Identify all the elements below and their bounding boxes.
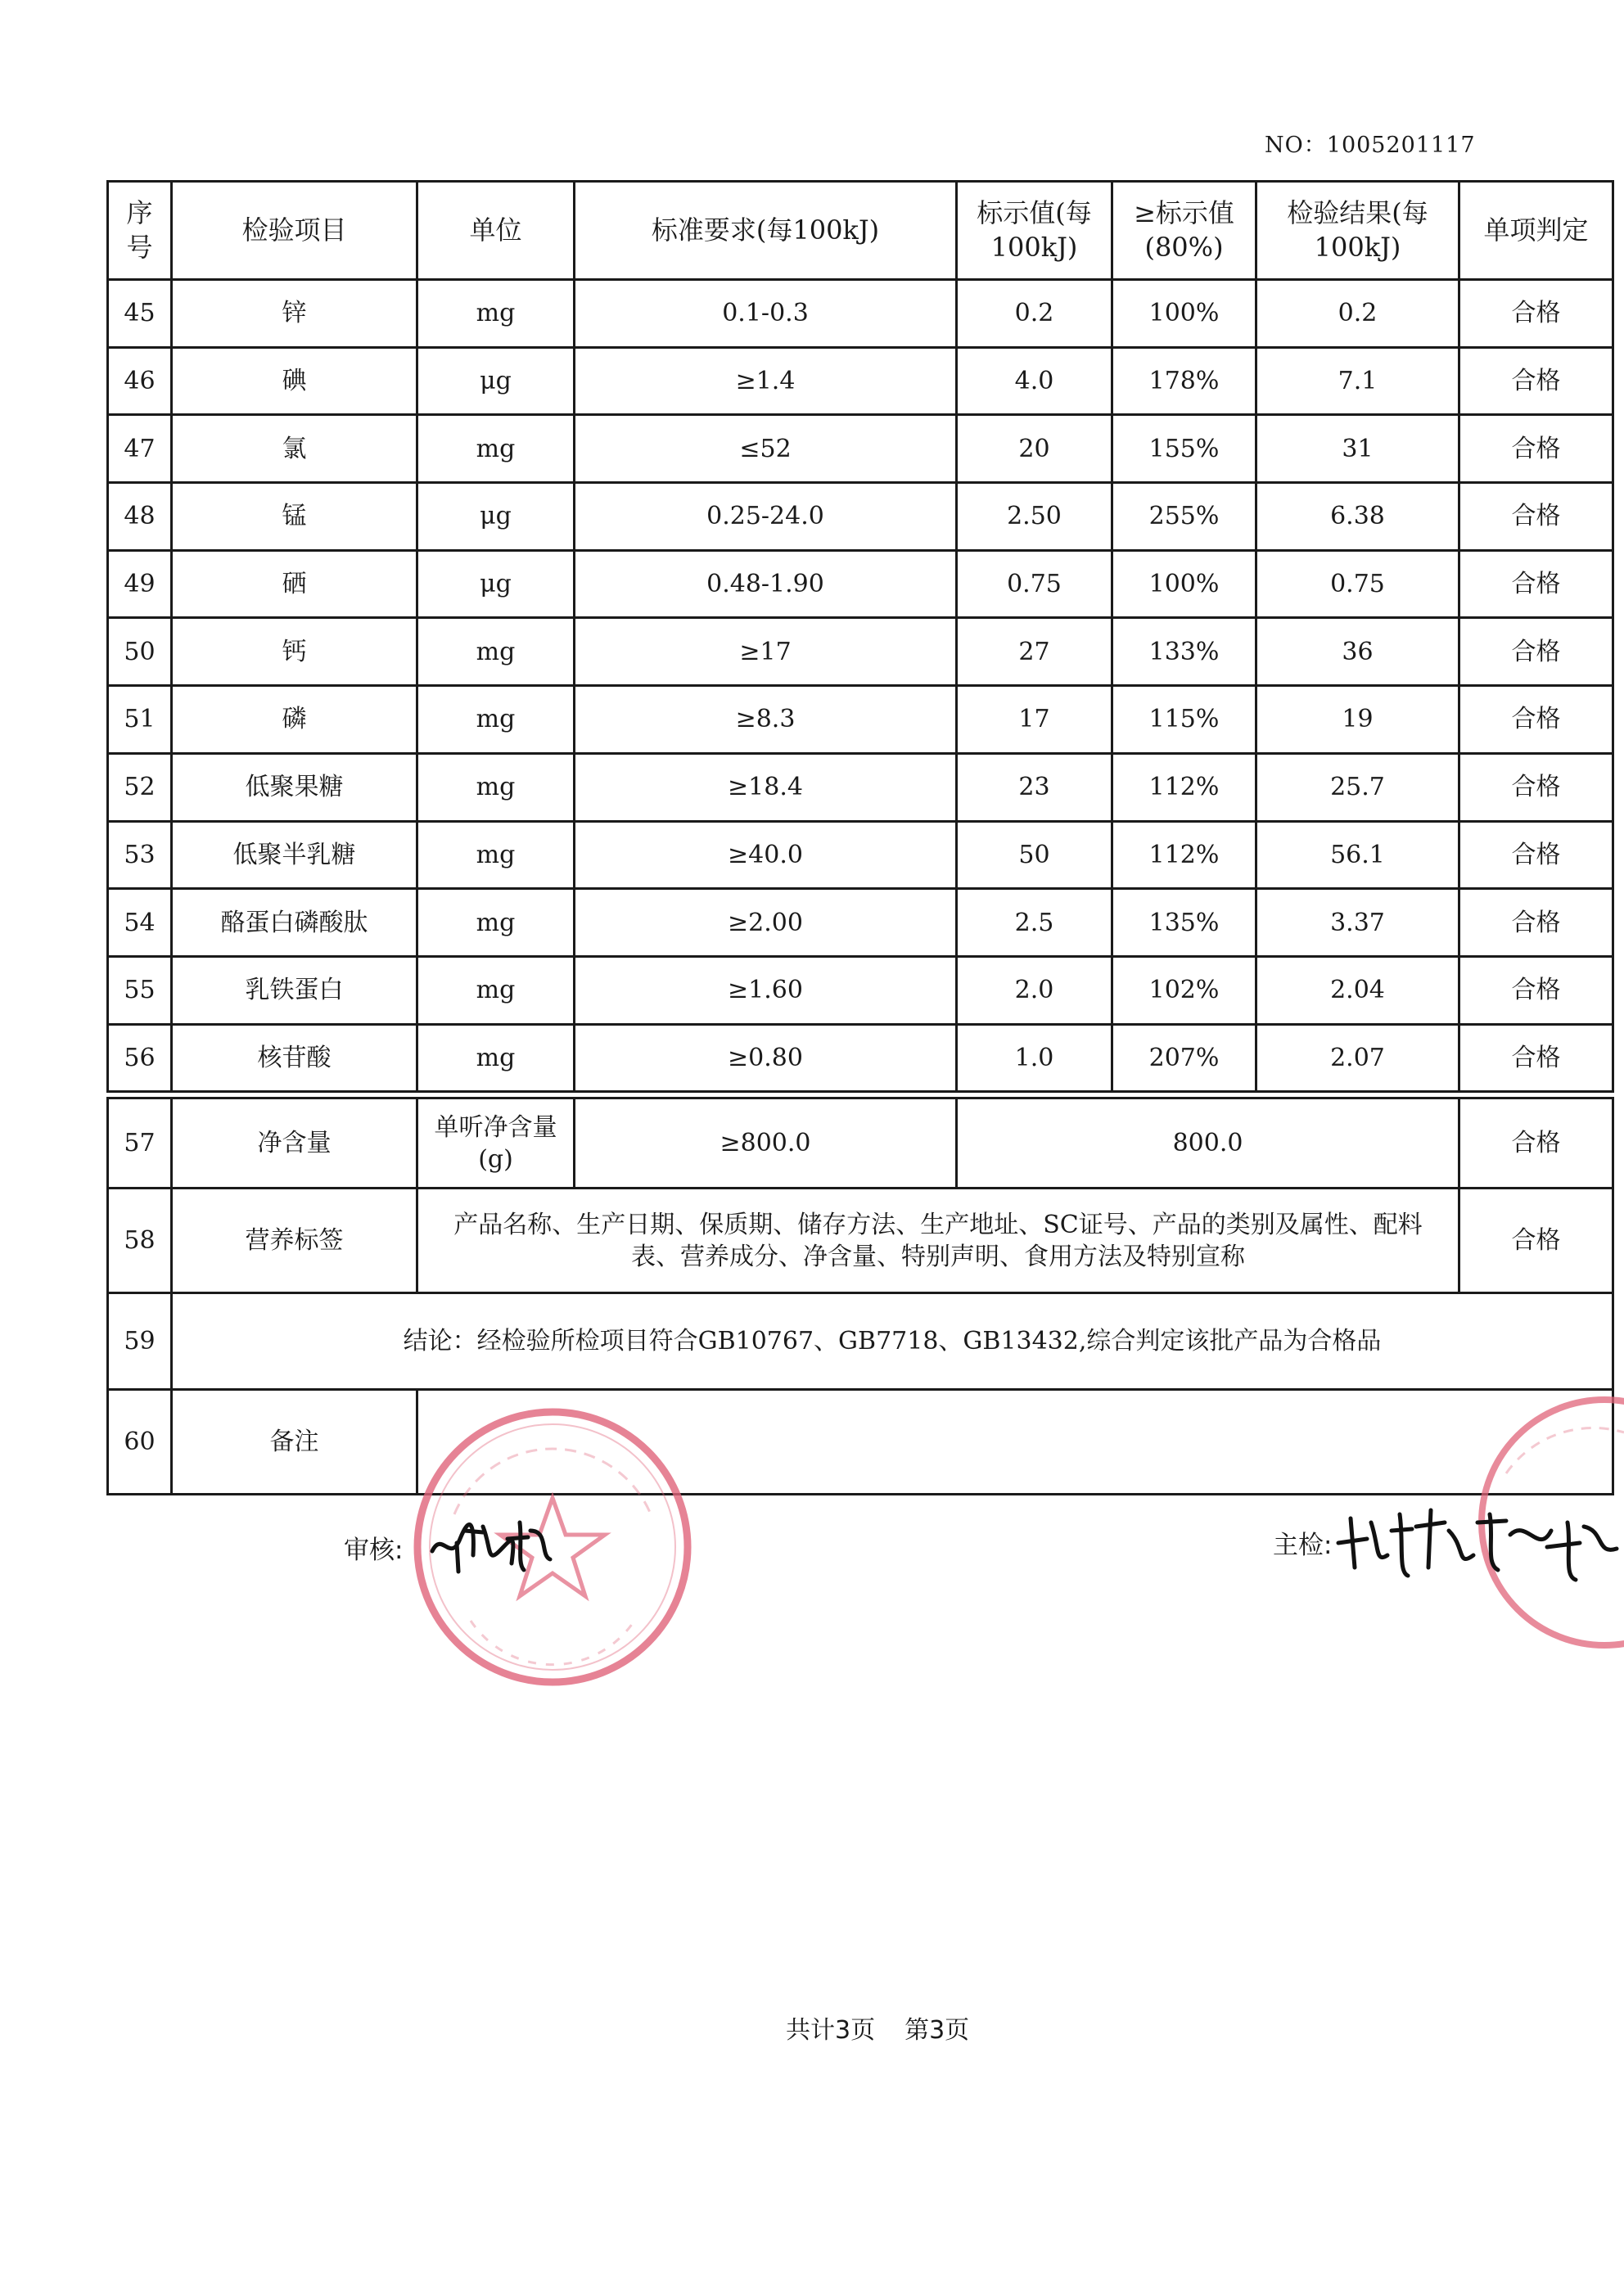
seq-cell: 59 — [108, 1293, 172, 1390]
standard-cell: ≥0.80 — [575, 1024, 957, 1092]
seq-cell: 58 — [108, 1189, 172, 1293]
table-row — [108, 1024, 1613, 1092]
label-value-cell: 23 — [957, 753, 1112, 821]
ratio-cell: 112% — [1112, 821, 1256, 889]
result-cell: 7.1 — [1256, 347, 1459, 415]
ratio-cell: 102% — [1112, 956, 1256, 1024]
seq-cell: 47 — [108, 415, 172, 483]
standard-cell: ≥1.4 — [575, 347, 957, 415]
header-judgement: 单项判定 — [1459, 182, 1613, 280]
seq-cell: 55 — [108, 956, 172, 1024]
judgement-cell: 合格 — [1459, 753, 1613, 821]
item-cell: 酪蛋白磷酸肽 — [172, 889, 417, 957]
judgement-cell: 合格 — [1459, 1189, 1613, 1293]
item-cell: 核苷酸 — [172, 1024, 417, 1092]
standard-cell: 0.1-0.3 — [575, 280, 957, 348]
table-row — [108, 347, 1613, 415]
ratio-cell: 100% — [1112, 550, 1256, 618]
unit-cell: mg — [417, 1024, 575, 1092]
item-cell: 锌 — [172, 280, 417, 348]
report-number: NO：1005201117 — [1265, 133, 1476, 158]
result-cell: 19 — [1256, 686, 1459, 754]
unit-cell: mg — [417, 618, 575, 686]
footer-total-pages: 共计3页 — [786, 2016, 876, 2045]
ratio-cell: 155% — [1112, 415, 1256, 483]
item-cell: 营养标签 — [172, 1189, 417, 1293]
conclusion-text: 结论：经检验所检项目符合GB10767、GB7718、GB13432,综合判定该批产品为合格品 — [172, 1293, 1613, 1390]
ratio-cell: 135% — [1112, 889, 1256, 957]
reviewer-label: 审核: — [344, 1536, 404, 1565]
unit-cell: mg — [417, 889, 575, 957]
standard-cell: 0.48-1.90 — [575, 550, 957, 618]
judgement-cell: 合格 — [1459, 550, 1613, 618]
header-label-value: 标示值(每100kJ) — [957, 182, 1112, 280]
result-cell: 36 — [1256, 618, 1459, 686]
standard-cell: ≥17 — [575, 618, 957, 686]
standard-cell: 0.25-24.0 — [575, 483, 957, 551]
item-cell: 磷 — [172, 686, 417, 754]
page-footer — [786, 2010, 999, 2046]
label-content-cell: 产品名称、生产日期、保质期、储存方法、生产地址、SC证号、产品的类别及属性、配料表、营养成分、净含量、特别声明、食用方法及特别宣称 — [417, 1189, 1459, 1293]
ratio-cell: 207% — [1112, 1024, 1256, 1092]
header-standard: 标准要求(每100kJ) — [575, 182, 957, 280]
label-value-cell: 2.0 — [957, 956, 1112, 1024]
ratio-cell: 255% — [1112, 483, 1256, 551]
unit-cell: μg — [417, 550, 575, 618]
seq-cell: 50 — [108, 618, 172, 686]
table-row — [108, 550, 1613, 618]
standard-cell: ≥8.3 — [575, 686, 957, 754]
table-row — [108, 280, 1613, 348]
seq-cell: 45 — [108, 280, 172, 348]
inspector-label: 主检: — [1273, 1531, 1333, 1560]
item-cell: 硒 — [172, 550, 417, 618]
item-cell: 低聚果糖 — [172, 753, 417, 821]
label-value-cell: 20 — [957, 415, 1112, 483]
result-cell: 6.38 — [1256, 483, 1459, 551]
unit-cell: mg — [417, 280, 575, 348]
judgement-cell: 合格 — [1459, 280, 1613, 348]
header-item: 检验项目 — [172, 182, 417, 280]
seq-cell: 53 — [108, 821, 172, 889]
footer-current-page: 第3页 — [904, 2016, 970, 2045]
seq-cell: 51 — [108, 686, 172, 754]
table-row — [108, 889, 1613, 957]
table-row — [108, 686, 1613, 754]
label-value-cell: 2.5 — [957, 889, 1112, 957]
unit-cell: mg — [417, 753, 575, 821]
unit-cell: μg — [417, 347, 575, 415]
judgement-cell: 合格 — [1459, 483, 1613, 551]
judgement-cell: 合格 — [1459, 889, 1613, 957]
seq-cell: 60 — [108, 1390, 172, 1495]
result-cell: 56.1 — [1256, 821, 1459, 889]
label-value-cell: 0.2 — [957, 280, 1112, 348]
table-row — [108, 415, 1613, 483]
ratio-cell: 133% — [1112, 618, 1256, 686]
judgement-cell: 合格 — [1459, 618, 1613, 686]
header-result: 检验结果(每100kJ) — [1256, 182, 1459, 280]
judgement-cell: 合格 — [1459, 821, 1613, 889]
unit-cell: mg — [417, 821, 575, 889]
result-cell: 3.37 — [1256, 889, 1459, 957]
ratio-cell: 112% — [1112, 753, 1256, 821]
label-value-cell: 4.0 — [957, 347, 1112, 415]
unit-cell: mg — [417, 415, 575, 483]
summary-table — [106, 1097, 1614, 1495]
seq-cell: 56 — [108, 1024, 172, 1092]
header-seq: 序号 — [108, 182, 172, 280]
item-cell: 净含量 — [172, 1098, 417, 1189]
ratio-cell: 178% — [1112, 347, 1256, 415]
label-value-cell: 0.75 — [957, 550, 1112, 618]
unit-cell: mg — [417, 686, 575, 754]
header-unit: 单位 — [417, 182, 575, 280]
ratio-cell: 100% — [1112, 280, 1256, 348]
net-content-row — [108, 1098, 1613, 1189]
unit-cell: μg — [417, 483, 575, 551]
seq-cell: 46 — [108, 347, 172, 415]
judgement-cell: 合格 — [1459, 1024, 1613, 1092]
label-value-cell: 27 — [957, 618, 1112, 686]
header-ratio: ≥标示值(80%) — [1112, 182, 1256, 280]
reviewer-signature — [426, 1506, 557, 1580]
standard-cell: ≥2.00 — [575, 889, 957, 957]
result-cell: 25.7 — [1256, 753, 1459, 821]
nutrition-label-row — [108, 1189, 1613, 1293]
seq-cell: 52 — [108, 753, 172, 821]
item-cell: 低聚半乳糖 — [172, 821, 417, 889]
item-cell: 乳铁蛋白 — [172, 956, 417, 1024]
judgement-cell: 合格 — [1459, 686, 1613, 754]
results-table — [106, 180, 1614, 1093]
judgement-cell: 合格 — [1459, 415, 1613, 483]
table-row — [108, 956, 1613, 1024]
seq-cell: 54 — [108, 889, 172, 957]
ratio-cell: 115% — [1112, 686, 1256, 754]
table-header-row — [108, 182, 1613, 280]
item-cell: 锰 — [172, 483, 417, 551]
label-value-cell: 1.0 — [957, 1024, 1112, 1092]
result-cell: 2.07 — [1256, 1024, 1459, 1092]
label-value-cell: 50 — [957, 821, 1112, 889]
unit-cell: mg — [417, 956, 575, 1024]
standard-cell: ≥800.0 — [575, 1098, 957, 1189]
label-value-cell: 2.50 — [957, 483, 1112, 551]
inspector-signature — [1334, 1498, 1621, 1588]
conclusion-row — [108, 1293, 1613, 1390]
standard-cell: ≥18.4 — [575, 753, 957, 821]
result-cell: 31 — [1256, 415, 1459, 483]
seq-cell: 57 — [108, 1098, 172, 1189]
table-row — [108, 618, 1613, 686]
judgement-cell: 合格 — [1459, 1098, 1613, 1189]
judgement-cell: 合格 — [1459, 347, 1613, 415]
result-cell: 2.04 — [1256, 956, 1459, 1024]
seq-cell: 49 — [108, 550, 172, 618]
table-row — [108, 483, 1613, 551]
item-cell: 碘 — [172, 347, 417, 415]
standard-cell: ≤52 — [575, 415, 957, 483]
unit-cell: 单听净含量(g) — [417, 1098, 575, 1189]
judgement-cell: 合格 — [1459, 956, 1613, 1024]
result-cell: 0.2 — [1256, 280, 1459, 348]
remarks-row — [108, 1390, 1613, 1495]
table-row — [108, 753, 1613, 821]
table-row — [108, 821, 1613, 889]
item-cell: 钙 — [172, 618, 417, 686]
label-value-cell: 17 — [957, 686, 1112, 754]
result-cell: 0.75 — [1256, 550, 1459, 618]
item-cell: 氯 — [172, 415, 417, 483]
standard-cell: ≥1.60 — [575, 956, 957, 1024]
standard-cell: ≥40.0 — [575, 821, 957, 889]
result-cell: 800.0 — [957, 1098, 1459, 1189]
item-cell: 备注 — [172, 1390, 417, 1495]
seq-cell: 48 — [108, 483, 172, 551]
